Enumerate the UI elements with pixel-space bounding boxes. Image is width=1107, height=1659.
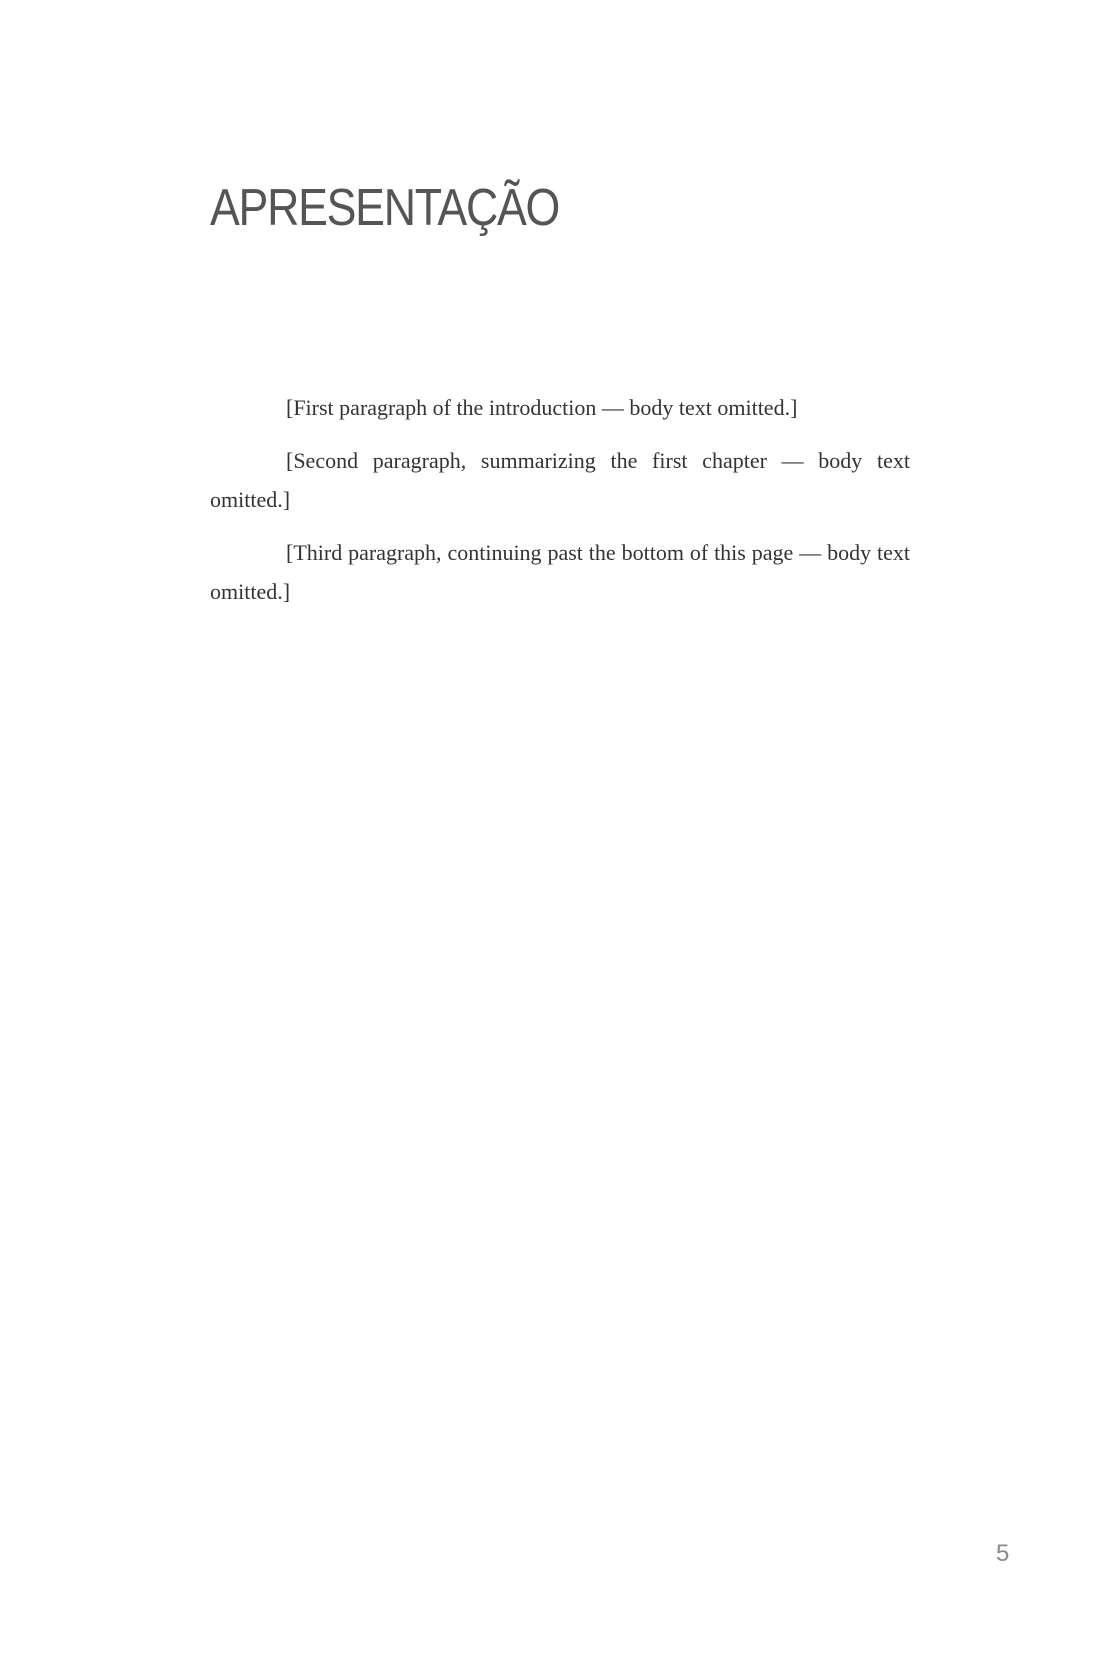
- chapter-title: APRESENTAÇÃO: [210, 179, 559, 237]
- paragraph-1: [First paragraph of the introduction — body text omitted.]: [286, 395, 798, 420]
- page-number: 5: [996, 1540, 1010, 1567]
- body-text: [210, 388, 910, 625]
- paragraph-2: [Second paragraph, summarizing the first chapter — body text omitted.]: [210, 448, 910, 512]
- paragraph-3: [Third paragraph, continuing past the bottom of this page — body text omitted.]: [210, 540, 910, 604]
